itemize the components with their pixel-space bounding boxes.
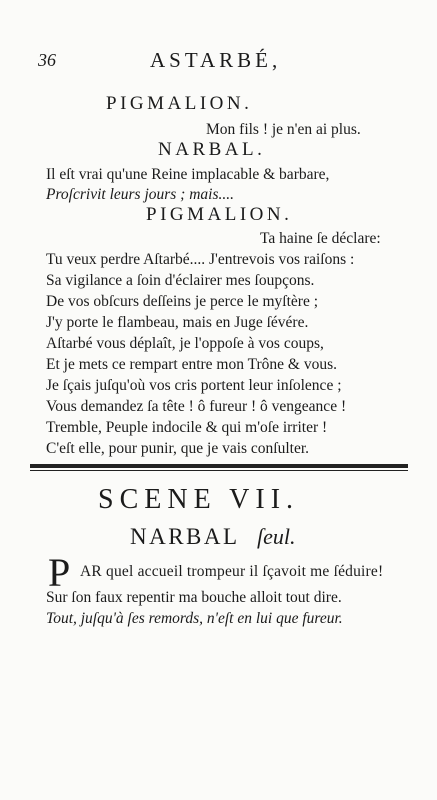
verse-line: Tremble, Peuple indocile & qui m'oſe irriter !: [46, 419, 328, 436]
verse-line: Et je mets ce rempart entre mon Trône & vous.: [46, 356, 337, 373]
speaker-narbal: NARBAL: [130, 524, 240, 549]
verse-line: Je ſçais juſqu'où vos cris portent leur inſolence ;: [46, 377, 342, 394]
verse-line: J'y porte le flambeau, mais en Juge ſévére.: [46, 314, 309, 331]
stage-direction: ſeul.: [257, 524, 296, 549]
verse-line: Il eſt vrai qu'une Reine implacable & barbare,: [46, 166, 330, 183]
section-divider: [30, 464, 408, 468]
page-number: 36: [38, 50, 56, 70]
verse-line: Ta haine ſe déclare:: [260, 230, 381, 247]
verse-line: Tu veux perdre Aſtarbé.... J'entrevois vos raiſons :: [46, 251, 355, 268]
verse-line: Sa vigilance a ſoin d'éclairer mes ſoupçons.: [46, 272, 315, 289]
verse-line: Vous demandez ſa tête ! ô fureur ! ô vengeance !: [46, 398, 347, 415]
verse-line: De vos obſcurs deſſeins je perce le myſtère ;: [46, 293, 319, 310]
verse-line: AR quel accueil trompeur il ſçavoit me ſéduire!: [80, 563, 384, 580]
drop-cap: P: [48, 550, 71, 595]
speaker-narbal: NARBAL.: [158, 139, 266, 160]
scene-heading: SCENE VII.: [98, 484, 300, 515]
running-title: ASTARBÉ,: [150, 48, 282, 72]
verse-line: Mon fils ! je n'en ai plus.: [206, 121, 361, 138]
verse-line: Tout, juſqu'à ſes remords, n'eſt en lui que fureur.: [46, 610, 343, 627]
verse-line: Sur ſon faux repentir ma bouche alloit tout dire.: [46, 589, 342, 606]
verse-line: C'eſt elle, pour punir, que je vais conſulter.: [46, 440, 310, 457]
section-divider-thin: [30, 470, 408, 471]
speaker-pigmalion: PIGMALION.: [146, 204, 293, 225]
speaker-pigmalion: PIGMALION.: [106, 93, 253, 114]
verse-line: Aſtarbé vous déplaît, je l'oppoſe à vos coups,: [46, 335, 324, 352]
verse-line: Proſcrivit leurs jours ; mais....: [46, 186, 235, 203]
